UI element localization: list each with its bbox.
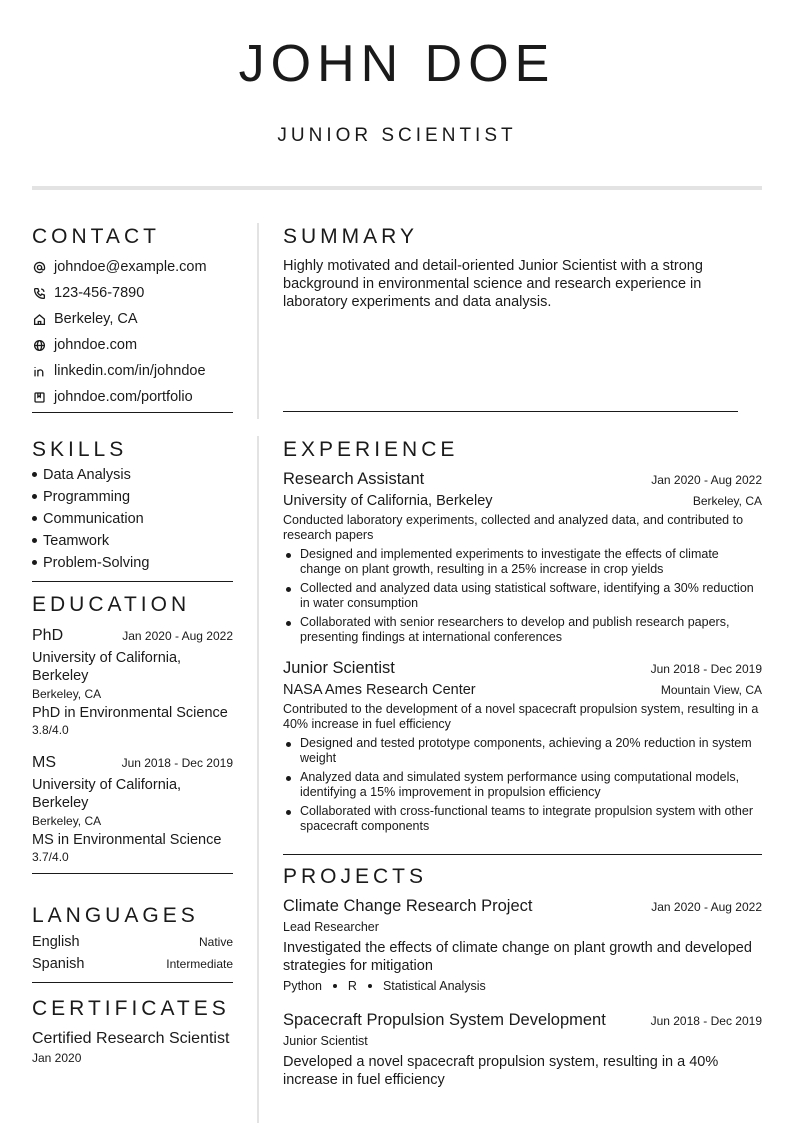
skill-text: Teamwork [43, 533, 110, 549]
education-entry [32, 627, 233, 737]
job-bullets [283, 547, 762, 645]
projects-title: PROJECTS [283, 865, 428, 888]
school: University of California, Berkeley [32, 650, 182, 684]
experience-section [283, 438, 762, 838]
experience-divider [283, 854, 762, 855]
project-tag: R [347, 979, 357, 993]
skill-item [32, 533, 233, 555]
project-role: Junior Scientist [283, 1034, 368, 1048]
languages-title: LANGUAGES [32, 904, 199, 927]
projects-section [283, 865, 762, 1089]
experience-entry [283, 659, 762, 834]
bullet-icon [32, 516, 37, 521]
degree: MS [32, 754, 56, 771]
education-dates: Jun 2018 - Dec 2019 [121, 756, 233, 770]
header-divider [32, 186, 762, 190]
languages-divider [32, 982, 233, 983]
job-org: University of California, Berkeley [283, 493, 493, 509]
project-title: Spacecraft Propulsion System Development [283, 1011, 606, 1029]
column-divider-top [257, 223, 259, 419]
contact-website[interactable] [32, 332, 233, 358]
summary-divider [283, 411, 738, 412]
education-section [32, 593, 233, 874]
education-divider [32, 873, 233, 874]
phone-icon [32, 286, 46, 300]
job-bullet: Collaborated with senior researchers to develop and publish research papers, presenting findings at international conferences [283, 615, 762, 645]
language-level: Native [198, 935, 233, 949]
job-bullet: Collected and analyzed data using statistical software, identifying a 30% reduction in water consumption [283, 581, 762, 611]
resume-role: JUNIOR SCIENTIST [277, 125, 517, 146]
experience-entry [283, 470, 762, 645]
gpa: 3.7/4.0 [32, 850, 69, 864]
job-bullet: Collaborated with cross-functional teams to integrate propulsion system with other spacecraft components [283, 804, 762, 834]
project-dates: Jun 2018 - Dec 2019 [650, 1014, 762, 1028]
job-org: NASA Ames Research Center [283, 682, 476, 698]
skill-text: Problem-Solving [43, 555, 150, 571]
experience-title: EXPERIENCE [283, 438, 459, 461]
language-name: Spanish [32, 956, 85, 972]
bullet-icon [32, 560, 37, 565]
field-of-study: MS in Environmental Science [32, 832, 222, 848]
field-of-study: PhD in Environmental Science [32, 705, 228, 721]
language-item [32, 956, 233, 978]
bullet-icon [32, 538, 37, 543]
bullet-icon [32, 494, 37, 499]
language-level: Intermediate [166, 957, 233, 971]
contact-phone-text: 123-456-7890 [54, 285, 145, 301]
project-tags [283, 979, 762, 993]
job-location: Berkeley, CA [692, 494, 762, 508]
certificates-section [32, 997, 233, 1065]
summary-title: SUMMARY [283, 225, 418, 248]
bullet-icon [368, 984, 372, 988]
skill-item [32, 467, 233, 489]
job-dates: Jan 2020 - Aug 2022 [651, 473, 762, 487]
contact-section [32, 225, 233, 413]
skill-item [32, 489, 233, 511]
school: University of California, Berkeley [32, 777, 182, 811]
at-icon [32, 260, 46, 274]
portfolio-icon [32, 390, 46, 404]
job-title: Research Assistant [283, 470, 425, 488]
project-entry [283, 1011, 762, 1089]
contact-portfolio-text: johndoe.com/portfolio [54, 389, 193, 405]
contact-website-text: johndoe.com [54, 337, 138, 353]
certificate-date: Jan 2020 [32, 1051, 82, 1065]
summary-text: Highly motivated and detail-oriented Junior Scientist with a strong background in environmental science and research experience in laboratory experiments and data analysis. [283, 258, 703, 310]
degree: PhD [32, 627, 64, 644]
education-entry [32, 754, 233, 864]
job-title: Junior Scientist [283, 659, 395, 677]
skills-section [32, 438, 233, 582]
language-name: English [32, 934, 80, 950]
contact-email-text: johndoe@example.com [54, 259, 207, 275]
school-location: Berkeley, CA [32, 814, 102, 828]
skill-item [32, 511, 233, 533]
contact-divider [32, 412, 233, 413]
contact-linkedin-text: linkedin.com/in/johndoe [54, 363, 206, 379]
bullet-icon [333, 984, 337, 988]
gpa: 3.8/4.0 [32, 723, 69, 737]
project-description: Investigated the effects of climate change on plant growth and developed strategies for mitigation [283, 940, 752, 974]
contact-location [32, 306, 233, 332]
job-location: Mountain View, CA [660, 683, 762, 697]
home-icon [32, 312, 46, 326]
language-item [32, 934, 233, 956]
contact-portfolio[interactable] [32, 384, 233, 410]
linkedin-icon [32, 364, 46, 378]
skill-text: Communication [43, 511, 144, 527]
bullet-icon [32, 472, 37, 477]
education-title: EDUCATION [32, 593, 191, 616]
skills-divider [32, 581, 233, 582]
languages-section [32, 904, 233, 983]
job-description: Conducted laboratory experiments, collected and analyzed data, and contributed to research papers [283, 513, 744, 542]
skill-text: Data Analysis [43, 467, 131, 483]
job-bullets [283, 736, 762, 834]
education-dates: Jan 2020 - Aug 2022 [122, 629, 233, 643]
globe-icon [32, 338, 46, 352]
contact-title: CONTACT [32, 225, 160, 248]
school-location: Berkeley, CA [32, 687, 102, 701]
project-tag: Python [283, 979, 322, 993]
contact-phone[interactable] [32, 280, 233, 306]
certificate-name: Certified Research Scientist [32, 1030, 230, 1047]
resume-name: JOHN DOE [238, 35, 556, 93]
skill-text: Programming [43, 489, 131, 505]
job-description: Contributed to the development of a novel spacecraft propulsion system, resulting in a 40% increase in fuel efficiency [283, 702, 759, 731]
project-tag: Statistical Analysis [382, 979, 486, 993]
project-role: Lead Researcher [283, 920, 379, 934]
contact-linkedin[interactable] [32, 358, 233, 384]
certificates-title: CERTIFICATES [32, 997, 230, 1020]
column-divider-bottom [257, 436, 259, 1123]
project-entry [283, 897, 762, 993]
project-description: Developed a novel spacecraft propulsion system, resulting in a 40% increase in fuel efficiency [283, 1054, 719, 1088]
project-title: Climate Change Research Project [283, 897, 533, 915]
summary-section [283, 225, 738, 311]
skill-item [32, 555, 233, 577]
contact-location-text: Berkeley, CA [54, 311, 138, 327]
job-bullet: Designed and tested prototype components, achieving a 20% reduction in system weight [283, 736, 762, 766]
contact-email[interactable] [32, 254, 233, 280]
job-bullet: Designed and implemented experiments to investigate the effects of climate change on plant growth, resulting in a 25% increase in crop yields [283, 547, 762, 577]
skills-title: SKILLS [32, 438, 128, 461]
project-dates: Jan 2020 - Aug 2022 [651, 900, 762, 914]
job-bullet: Analyzed data and simulated system performance using computational models, identifying a 15% improvement in propulsion efficiency [283, 770, 762, 800]
job-dates: Jun 2018 - Dec 2019 [650, 662, 762, 676]
